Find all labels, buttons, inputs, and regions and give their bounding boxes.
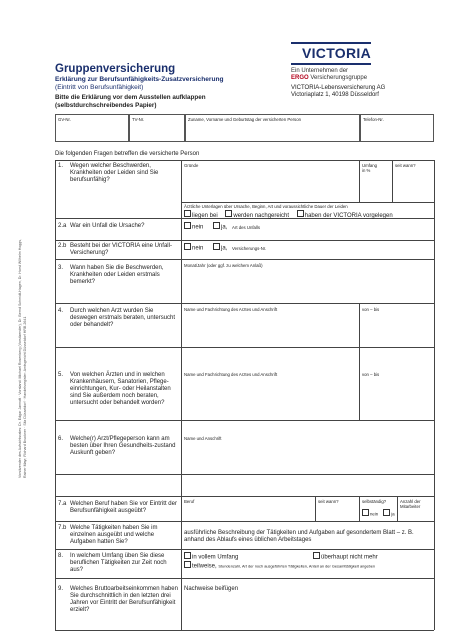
- q1-reasons-input[interactable]: [182, 172, 358, 201]
- q4-text: Durch welchen Arzt wurden Sie deswegen erstmals beraten, untersucht oder behandelt?: [70, 308, 176, 328]
- page-title: Gruppenversicherung: [55, 63, 176, 75]
- q7a-employees-label-1: Anzahl der: [400, 499, 421, 504]
- q1-extent-label-2: in %: [362, 168, 371, 173]
- q4-field-label: Name und Fachrichtung des Arztes und Anschrift: [184, 307, 278, 312]
- q7b-field-text: ausführliche Beschreibung der Tätigkeiten und Aufgaben auf gesondertem Blatt – z. B. anhand des Ablaufs eines üblichen Arbeitstages: [184, 530, 414, 543]
- row-line: [55, 303, 434, 304]
- page-subtitle-2: (Eintritt von Berufsunfähigkeit): [55, 84, 144, 91]
- col-line: [434, 160, 435, 630]
- brand-block: [291, 42, 371, 61]
- gvnr-field[interactable]: [55, 114, 129, 142]
- q2b-yes-checkbox[interactable]: [213, 243, 220, 250]
- q7a-job-label: Beruf: [184, 499, 195, 504]
- q8-full-label: in vollem Umfang: [192, 554, 239, 561]
- q2b-options: [184, 243, 266, 253]
- q7a-self-label: selbständig?: [362, 499, 387, 504]
- q1-extent-label-1: Umfang: [362, 163, 378, 168]
- q2b-yes-label: ja,: [221, 245, 228, 252]
- row-line: [55, 630, 434, 631]
- q2a-yes-checkbox[interactable]: [213, 222, 220, 229]
- instruction-1: Bitte die Erklärung vor dem Ausstellen aufklappen: [55, 94, 206, 101]
- row-line: [55, 474, 434, 475]
- q3-input[interactable]: [182, 270, 432, 301]
- q8-full-checkbox[interactable]: [184, 552, 191, 559]
- q7a-since-label: seit wann?: [318, 499, 339, 504]
- q3-number: 3.: [58, 265, 64, 271]
- q7b-text: Welche Tätigkeiten haben Sie im einzelnen ausgeübt und welche Aufgaben hatten Sie?: [70, 525, 158, 545]
- brand-group: [291, 75, 367, 82]
- q3-field-label: Monat/Jahr (oder ggf. zu welchem Anlaß): [184, 263, 263, 268]
- q2a-text: War ein Unfall die Ursache?: [70, 223, 145, 229]
- docs-submitted-label: haben der VICTORIA vorgelegen: [304, 212, 393, 219]
- col-line: [359, 496, 360, 521]
- row-line: [55, 259, 434, 260]
- q1-text: Wegen welcher Beschwerden, Krankheiten oder Leiden sind Sie berufsunfähig?: [70, 163, 159, 183]
- col-line: [359, 160, 360, 202]
- ergo-logo: ERGO: [291, 75, 309, 81]
- col-line: [392, 160, 393, 202]
- q7a-no-label: nein: [370, 511, 379, 517]
- gvnr-label: GV-Nr.: [58, 117, 71, 122]
- instruction-2: (selbstdurchschreibendes Papier): [55, 102, 157, 109]
- q6-text: Welche(r) Arzt/Pflegeperson kann am besten über Ihren Gesundheits-zustand Auskunft geben?: [70, 436, 176, 456]
- q6-number: 6.: [58, 436, 64, 442]
- q2b-text: Besteht bei der VICTORIA eine Unfall-Versicherung?: [70, 243, 172, 256]
- row-line: [55, 496, 434, 497]
- q7a-number: 7.a: [58, 501, 67, 507]
- q2b-no-label: nein: [192, 245, 204, 252]
- q7a-yes-label: ja: [391, 511, 395, 517]
- col-line: [55, 160, 56, 630]
- q8-number: 8.: [58, 553, 64, 559]
- q9-text: Welches Bruttoarbeitseinkommen haben Sie durchschnittlich in den letzten drei Jahren vor Eintritt der Berufsunfähigkeit erzielt?: [70, 586, 178, 613]
- q2b-extra-label: Versicherungs-Nr.: [232, 245, 267, 251]
- q4-input[interactable]: [182, 314, 358, 345]
- q7a-no-checkbox[interactable]: [362, 509, 369, 516]
- phone-field[interactable]: [360, 114, 434, 142]
- brand-group-rest: Versicherungsgruppe: [308, 75, 368, 81]
- docs-submitted-checkbox[interactable]: [297, 210, 304, 217]
- q2a-no-checkbox[interactable]: [184, 222, 191, 229]
- q2a-extra-label: Art des Unfalls: [232, 224, 260, 230]
- q2a-no-label: nein: [192, 224, 204, 231]
- q4-number: 4.: [58, 308, 64, 314]
- docs-later-checkbox[interactable]: [225, 210, 232, 217]
- col-line: [397, 496, 398, 521]
- row-line: [55, 521, 434, 522]
- row-line: [55, 420, 434, 421]
- q8-partial-note: Stundenzahl, Art der noch ausgeführten Tätigkeiten, Anteil an der Gesamttätigkeit angeben: [218, 563, 376, 569]
- tvnr-label: TV-Nr.: [132, 117, 145, 122]
- doctor-docs-options: [184, 210, 434, 220]
- q7a-yes-checkbox[interactable]: [383, 509, 390, 516]
- row-line: [181, 202, 434, 203]
- col-line: [359, 347, 360, 420]
- q1-number: 1.: [58, 163, 64, 169]
- q5-input[interactable]: [182, 379, 358, 418]
- q5-number: 5.: [58, 372, 64, 378]
- q8-partial-label: teilweise,: [192, 563, 217, 570]
- col-line: [315, 496, 316, 521]
- docs-later-option[interactable]: [225, 213, 289, 219]
- q2b-no-checkbox[interactable]: [184, 243, 191, 250]
- row-line: [55, 549, 434, 550]
- q2a-number: 2.a: [58, 223, 67, 229]
- company-address: Victoriaplatz 1, 40198 Düsseldorf: [291, 92, 379, 98]
- q1-since-label: seit wann?: [395, 163, 416, 168]
- row-line: [55, 160, 434, 161]
- q2a-options: [184, 222, 260, 232]
- row-line: [55, 578, 434, 579]
- phone-label: Telefon-Nr.: [363, 117, 384, 122]
- q8-text: In welchem Umfang üben Sie diese beruflichen Tätigkeiten zur Zeit noch aus?: [70, 553, 167, 573]
- docs-attached-option[interactable]: [184, 213, 218, 219]
- q7a-text: Welchen Beruf haben Sie vor Eintritt der Berufsunfähigkeit ausgeübt?: [70, 501, 177, 514]
- q7a-self-options: [362, 509, 395, 517]
- q5-field-label: Name und Fachrichtung des Arztes und Anschrift: [184, 372, 278, 377]
- q9-number: 9.: [58, 586, 64, 592]
- insured-name-label: Zuname, Vorname und Geburtstag der versicherten Person: [188, 117, 301, 122]
- q8-none-label: überhaupt nicht mehr: [321, 554, 378, 561]
- docs-submitted-option[interactable]: [297, 213, 393, 219]
- victoria-logo: VICTORIA: [301, 45, 371, 61]
- q3-text: Wann haben Sie die Beschwerden, Krankheiten oder Leiden erstmals bemerkt?: [70, 265, 164, 285]
- company-name: VICTORIA-Lebensversicherung AG: [291, 85, 386, 91]
- q4-period-label: von – bis: [362, 307, 380, 312]
- q2a-yes-label: ja,: [221, 224, 228, 231]
- q9-input[interactable]: [182, 594, 432, 628]
- q8-partial-checkbox[interactable]: [184, 561, 191, 568]
- docs-attached-checkbox[interactable]: [184, 210, 191, 217]
- q9-field-label: Nachweise beifügen: [184, 586, 239, 592]
- section-heading: Die folgenden Fragen betreffen die versicherte Person: [55, 151, 200, 157]
- q6-field-label: Name und Anschrift: [184, 436, 222, 441]
- q1-reasons-label: Gründe: [184, 163, 199, 168]
- q2b-number: 2.b: [58, 243, 67, 249]
- q7a-employees-label-2: Mitarbeiter: [400, 504, 421, 509]
- row-line: [55, 347, 434, 348]
- q7b-number: 7.b: [58, 525, 67, 531]
- tvnr-field[interactable]: [129, 114, 185, 142]
- q8-option-partial[interactable]: [184, 561, 375, 571]
- q8-none-checkbox[interactable]: [313, 552, 320, 559]
- docs-attached-label: liegen bei: [192, 212, 218, 219]
- brand-tagline: Ein Unternehmen der: [291, 68, 349, 74]
- q6-input[interactable]: [182, 443, 432, 472]
- page-subtitle: Erklärung zur Berufsunfähigkeits-Zusatzversicherung: [55, 76, 224, 83]
- col-line: [359, 303, 360, 347]
- doctor-docs-note: Ärztliche Unterlagen über Ursache, Beginn, Art und voraussichtliche Dauer der Leiden: [184, 204, 348, 209]
- row-line: [55, 240, 434, 241]
- side-legal-text: [18, 228, 27, 478]
- side-legal-content: Vorsitzender des Aufsichtsrates: Dr. Edgar Jannott · Vorstand: Michael Rosenberg (Vorsitzender), Dr. Bernd Schmidt-Hagen, Dr. Horst Wilhelm Hoggs, Rainer Mayr, Richard Bruckner · Sitz Düsseldorf · Handelsregister: Amtsgericht Düsseldorf HRB 2641: [18, 238, 27, 478]
- docs-later-label: werden nachgereicht: [233, 212, 290, 219]
- insured-name-field[interactable]: [185, 114, 360, 142]
- q5-text: Von welchen Ärzten und in welchen Krankenhäusern, Sanatorien, Pflege-einrichtungen, Kur- oder Heilanstalten sind Sie außerdem noch beraten, untersucht oder behandelt worden?: [70, 372, 171, 406]
- q5-period-label: von – bis: [362, 372, 380, 377]
